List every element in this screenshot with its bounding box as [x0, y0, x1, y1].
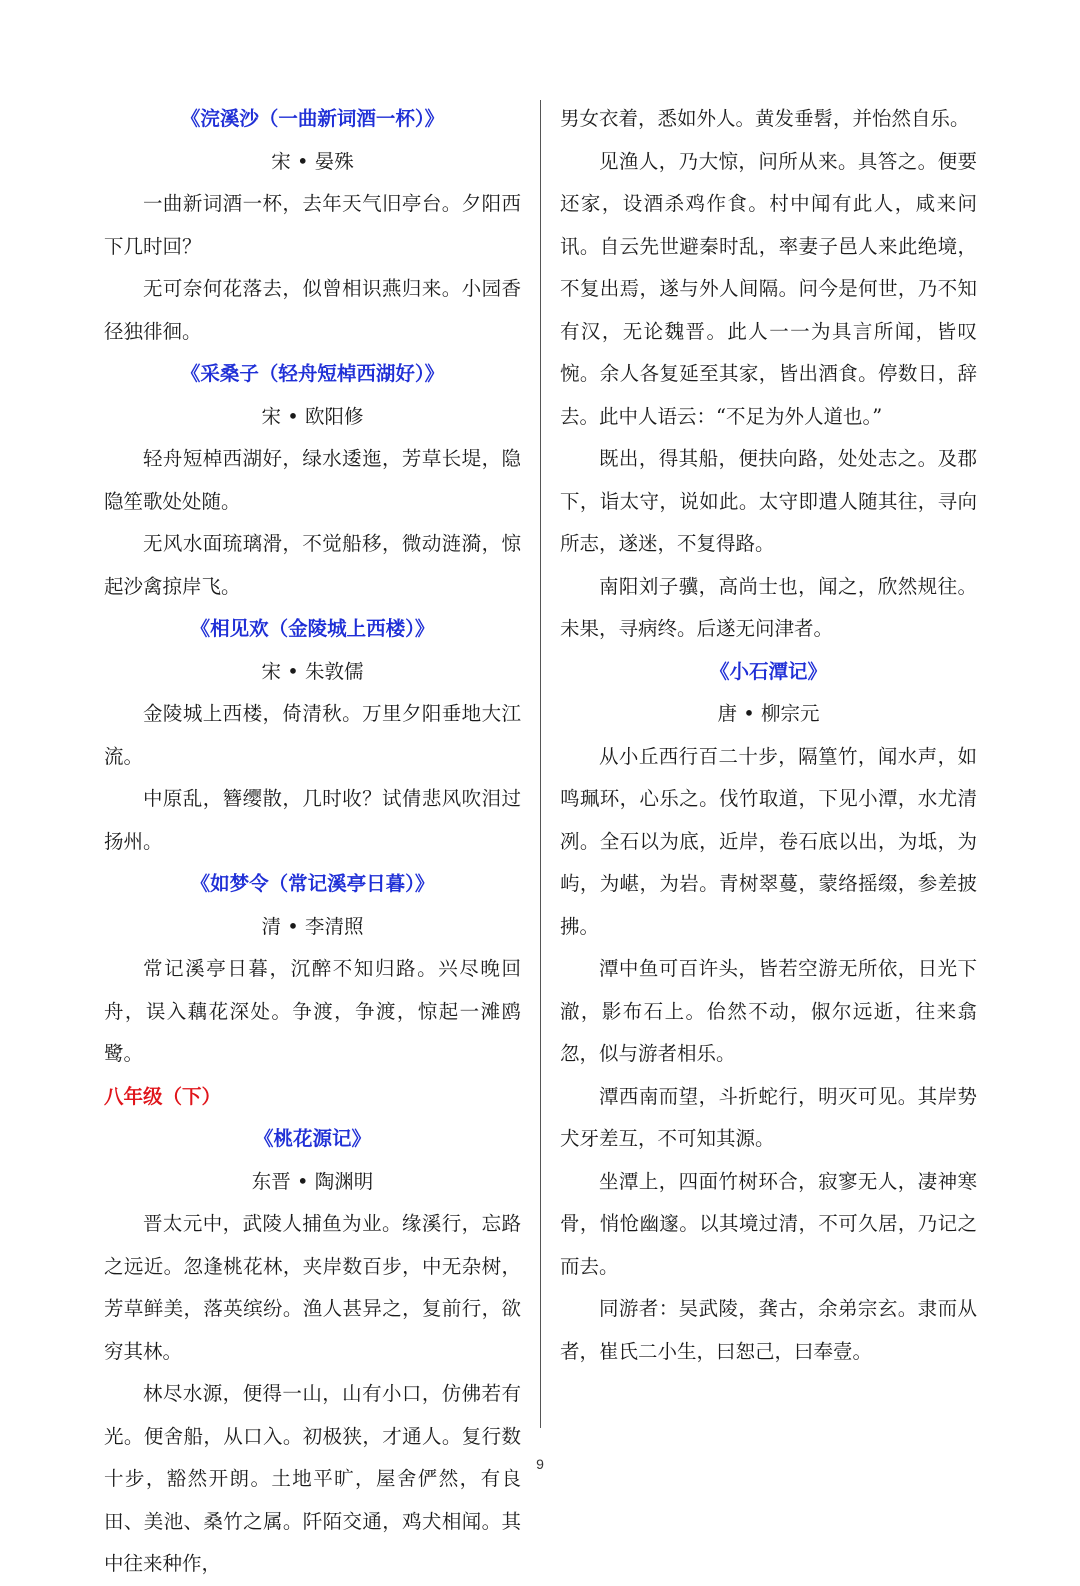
poem-line: 轻舟短棹西湖好，绿水逶迤，芳草长堤，隐隐笙歌处处随。 — [104, 447, 521, 513]
poem-line: 无可奈何花落去，似曾相识燕归来。小园香径独徘徊。 — [104, 277, 521, 343]
essay-paragraph: 林尽水源，便得一山，山有小口，仿佛若有光。便舍船，从口入。初极狭，才通人。复行数十步，豁然开朗。土地平旷，屋舍俨然，有良田、美池、桑竹之属。阡陌交通，鸡犬相闻。其中往来种作， — [104, 1382, 521, 1575]
poem-line: 金陵城上西楼，倚清秋。万里夕阳垂地大江流。 — [104, 702, 521, 768]
essay-paragraph: 潭西南而望，斗折蛇行，明灭可见。其岸势犬牙差互，不可知其源。 — [560, 1084, 977, 1150]
essay-paragraph: 见渔人，乃大惊，问所从来。具答之。便要还家，设酒杀鸡作食。村中闻有此人，咸来问讯。自云先世避秦时乱，率妻子邑人来此绝境，不复出焉，遂与外人间隔。问今是何世，乃不知有汉，无论魏晋。此人一一为具言所闻，皆叹惋。余人各复延至其家，皆出酒食。停数日，辞去。此中人语云：“不足为外人道也。” — [560, 149, 977, 428]
essay-title: 《桃花源记》 — [253, 1127, 371, 1150]
essay-paragraph: 晋太元中，武陵人捕鱼为业。缘溪行，忘路之远近。忽逢桃花林，夹岸数百步，中无杂树，芳草鲜美，落英缤纷。渔人甚异之，复前行，欲穷其林。 — [104, 1212, 521, 1363]
grade-heading: 八年级（下） — [104, 1084, 222, 1108]
poem-author: 宋 • 朱敦儒 — [261, 659, 364, 683]
poem-title: 《浣溪沙（一曲新词酒一杯）》 — [180, 107, 445, 130]
essay-paragraph: 南阳刘子骥，高尚士也，闻之，欣然规往。未果，寻病终。后遂无问津者。 — [560, 574, 977, 640]
column-divider — [540, 100, 541, 1428]
essay-paragraph: 从小丘西行百二十步，隔篁竹，闻水声，如鸣珮环，心乐之。伐竹取道，下见小潭，水尤清冽。全石以为底，近岸，卷石底以出，为坻，为屿，为嵁，为岩。青树翠蔓，蒙络摇缀，参差披拂。 — [560, 744, 977, 938]
poem-author: 清 • 李清照 — [261, 914, 364, 938]
essay-title: 《小石潭记》 — [709, 659, 827, 683]
poem-line: 中原乱，簪缨散，几时收？试倩悲风吹泪过扬州。 — [104, 787, 521, 853]
poem-line: 无风水面琉璃滑，不觉船移，微动涟漪，惊起沙禽掠岸飞。 — [104, 532, 521, 598]
essay-paragraph: 潭中鱼可百许头，皆若空游无所依，日光下澈，影布石上。佁然不动，俶尔远逝，往来翕忽，似与游者相乐。 — [560, 957, 977, 1065]
essay-author: 东晋 • 陶渊明 — [251, 1169, 374, 1193]
essay-paragraph-continued: 男女衣着，悉如外人。黄发垂髫，并怡然自乐。 — [560, 107, 970, 130]
right-column — [560, 98, 977, 1373]
essay-paragraph: 既出，得其船，便扶向路，处处志之。及郡下，诣太守，说如此。太守即遣人随其往，寻向所志，遂迷，不复得路。 — [560, 447, 977, 555]
poem-author: 宋 • 晏殊 — [271, 149, 354, 173]
left-column — [104, 98, 521, 1586]
essay-paragraph: 坐潭上，四面竹树环合，寂寥无人，凄神寒骨，悄怆幽邃。以其境过清，不可久居，乃记之而去。 — [560, 1169, 977, 1278]
poem-line: 常记溪亭日暮，沉醉不知归路。兴尽晚回舟，误入藕花深处。争渡，争渡，惊起一滩鸥鹭。 — [104, 957, 521, 1065]
poem-title: 《如梦令（常记溪亭日暮）》 — [190, 872, 435, 895]
essay-paragraph: 同游者：吴武陵，龚古，余弟宗玄。隶而从者，崔氏二小生，曰恕己，曰奉壹。 — [560, 1297, 977, 1363]
page-number: 9 — [536, 1456, 544, 1472]
poem-title: 《相见欢（金陵城上西楼）》 — [190, 617, 435, 640]
poem-author: 宋 • 欧阳修 — [261, 404, 364, 428]
essay-author: 唐 • 柳宗元 — [717, 702, 820, 725]
poem-line: 一曲新词酒一杯，去年天气旧亭台。夕阳西下几时回？ — [104, 192, 521, 258]
poem-title: 《采桑子（轻舟短棹西湖好）》 — [180, 362, 445, 385]
